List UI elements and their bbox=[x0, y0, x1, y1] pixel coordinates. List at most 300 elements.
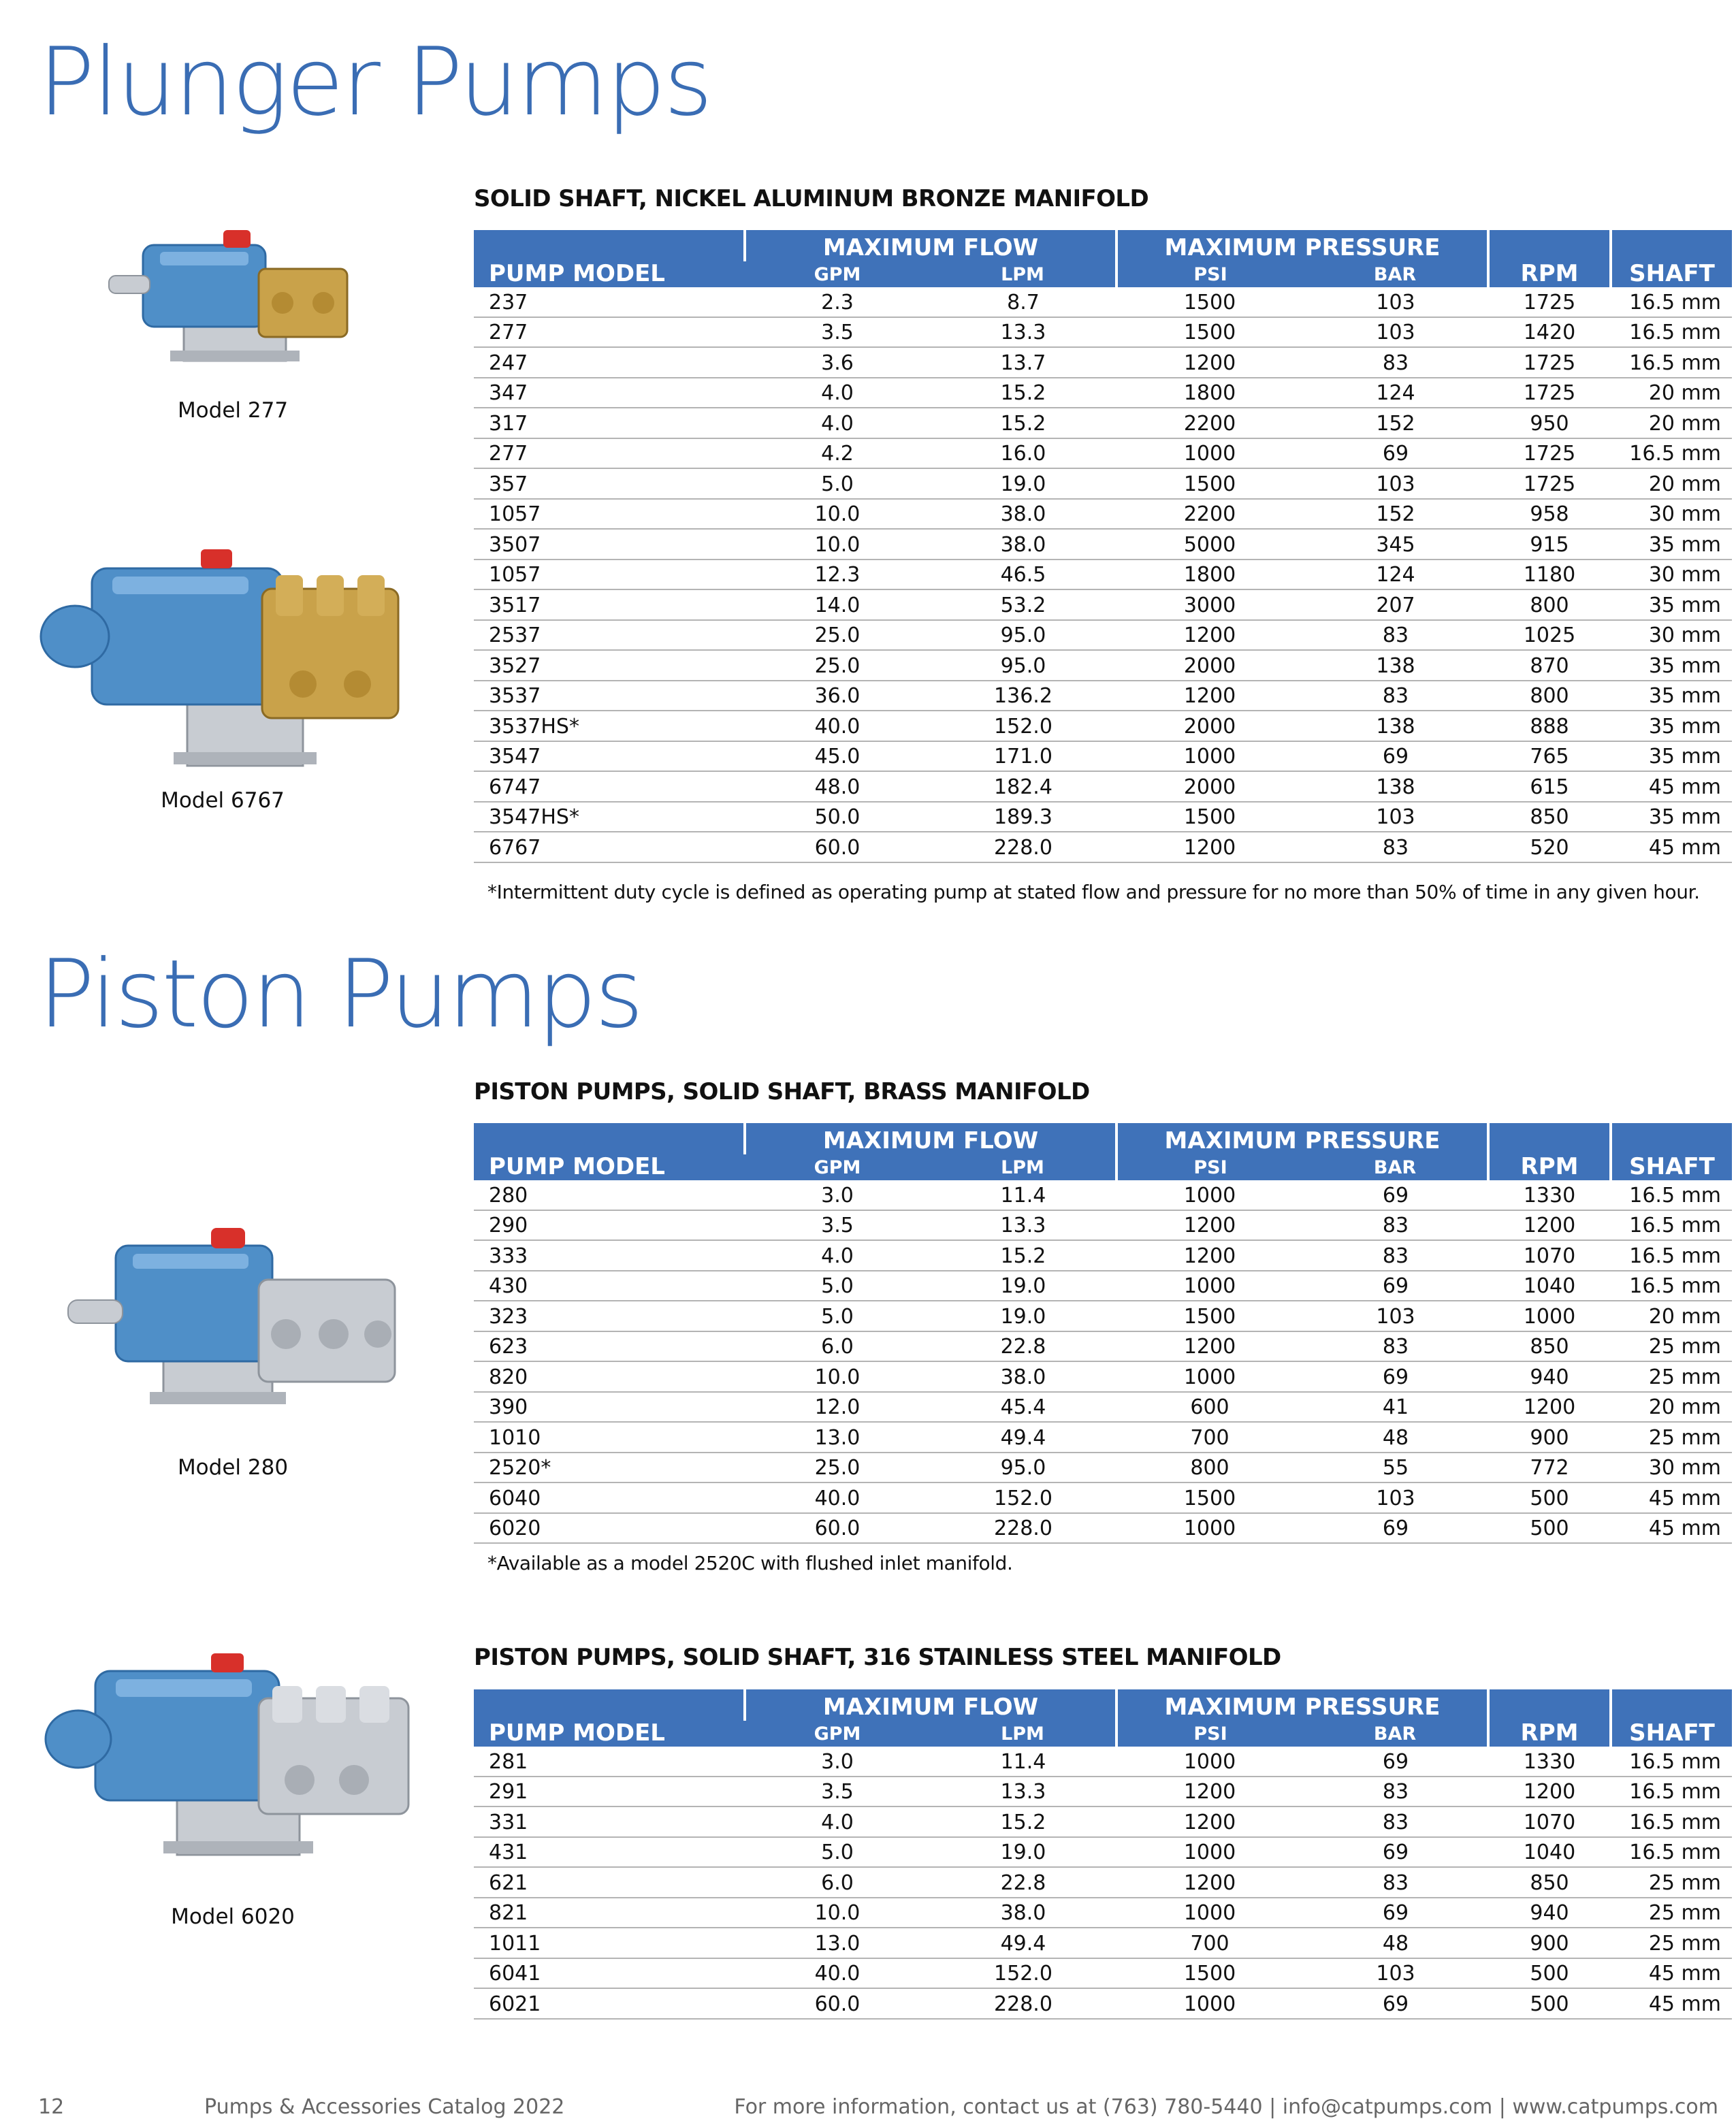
cell-rpm: 1200 bbox=[1488, 1392, 1611, 1423]
cell-gpm: 40.0 bbox=[745, 711, 930, 741]
cell-bar: 83 bbox=[1303, 620, 1488, 651]
cell-bar: 138 bbox=[1303, 650, 1488, 681]
cell-pump-model: 3527 bbox=[474, 650, 745, 681]
cell-bar: 55 bbox=[1303, 1453, 1488, 1483]
pump-image-model-280 bbox=[61, 1218, 402, 1423]
page-heading-plunger: Plunger Pumps bbox=[38, 27, 711, 137]
cell-psi: 1500 bbox=[1116, 468, 1303, 499]
cell-psi: 2000 bbox=[1116, 650, 1303, 681]
cell-pump-model: 317 bbox=[474, 408, 745, 438]
cell-pump-model: 3507 bbox=[474, 529, 745, 560]
table-row bbox=[474, 1806, 1732, 1837]
cell-pump-model: 6767 bbox=[474, 832, 745, 862]
cell-gpm: 60.0 bbox=[745, 832, 930, 862]
cell-pump-model: 277 bbox=[474, 438, 745, 469]
cell-lpm: 38.0 bbox=[930, 499, 1116, 530]
col-subheader-gpm: GPM bbox=[745, 1154, 930, 1180]
cell-bar: 207 bbox=[1303, 589, 1488, 620]
table-row bbox=[474, 620, 1732, 651]
cell-rpm: 1725 bbox=[1488, 347, 1611, 378]
cell-bar: 103 bbox=[1303, 468, 1488, 499]
cell-psi: 700 bbox=[1116, 1422, 1303, 1453]
cell-psi: 2000 bbox=[1116, 771, 1303, 802]
cell-psi: 1800 bbox=[1116, 378, 1303, 408]
cell-rpm: 915 bbox=[1488, 529, 1611, 560]
spec-table-plunger bbox=[474, 230, 1732, 863]
cell-rpm: 1420 bbox=[1488, 317, 1611, 348]
cell-bar: 69 bbox=[1303, 1180, 1488, 1210]
cell-rpm: 900 bbox=[1488, 1928, 1611, 1958]
cell-pump-model: 357 bbox=[474, 468, 745, 499]
table-body bbox=[474, 1747, 1732, 2019]
cell-bar: 152 bbox=[1303, 499, 1488, 530]
cell-bar: 103 bbox=[1303, 1301, 1488, 1331]
cell-lpm: 38.0 bbox=[930, 1898, 1116, 1928]
cell-lpm: 19.0 bbox=[930, 468, 1116, 499]
pump-image-model-277 bbox=[102, 204, 368, 381]
cell-rpm: 500 bbox=[1488, 1988, 1611, 2019]
cell-psi: 1500 bbox=[1116, 1482, 1303, 1513]
table-body bbox=[474, 287, 1732, 862]
cell-bar: 103 bbox=[1303, 1482, 1488, 1513]
cell-bar: 345 bbox=[1303, 529, 1488, 560]
cell-pump-model: 280 bbox=[474, 1180, 745, 1210]
cell-psi: 2200 bbox=[1116, 408, 1303, 438]
cell-rpm: 1025 bbox=[1488, 620, 1611, 651]
cell-rpm: 500 bbox=[1488, 1958, 1611, 1989]
cell-rpm: 615 bbox=[1488, 771, 1611, 802]
table-row bbox=[474, 347, 1732, 378]
cell-rpm: 1725 bbox=[1488, 468, 1611, 499]
cell-lpm: 15.2 bbox=[930, 1240, 1116, 1271]
cell-rpm: 958 bbox=[1488, 499, 1611, 530]
cell-gpm: 13.0 bbox=[745, 1928, 930, 1958]
cell-shaft: 30 mm bbox=[1611, 1453, 1732, 1483]
cell-gpm: 10.0 bbox=[745, 499, 930, 530]
cell-shaft: 25 mm bbox=[1611, 1422, 1732, 1453]
table-row bbox=[474, 1988, 1732, 2019]
cell-psi: 1200 bbox=[1116, 1806, 1303, 1837]
cell-shaft: 35 mm bbox=[1611, 589, 1732, 620]
cell-shaft: 25 mm bbox=[1611, 1928, 1732, 1958]
cell-gpm: 5.0 bbox=[745, 1271, 930, 1301]
cell-lpm: 13.7 bbox=[930, 347, 1116, 378]
cell-shaft: 16.5 mm bbox=[1611, 438, 1732, 469]
cell-psi: 2000 bbox=[1116, 711, 1303, 741]
cell-lpm: 45.4 bbox=[930, 1392, 1116, 1423]
table-row bbox=[474, 1747, 1732, 1777]
table-row bbox=[474, 589, 1732, 620]
cell-psi: 1000 bbox=[1116, 1180, 1303, 1210]
table-row bbox=[474, 1301, 1732, 1331]
col-header-rpm: RPM bbox=[1488, 1123, 1611, 1180]
cell-psi: 1500 bbox=[1116, 1301, 1303, 1331]
table-row bbox=[474, 650, 1732, 681]
col-header-maximum-flow: MAXIMUM FLOW bbox=[745, 1123, 1116, 1154]
cell-psi: 1500 bbox=[1116, 1958, 1303, 1989]
cell-psi: 1000 bbox=[1116, 1988, 1303, 2019]
cell-rpm: 1040 bbox=[1488, 1837, 1611, 1868]
cell-psi: 1000 bbox=[1116, 1747, 1303, 1777]
image-caption-model-280: Model 280 bbox=[177, 1455, 289, 1480]
spec-table-piston-brass bbox=[474, 1123, 1732, 1544]
cell-lpm: 13.3 bbox=[930, 1210, 1116, 1241]
cell-gpm: 6.0 bbox=[745, 1867, 930, 1898]
cell-gpm: 2.3 bbox=[745, 287, 930, 317]
cell-gpm: 4.2 bbox=[745, 438, 930, 469]
cell-shaft: 35 mm bbox=[1611, 681, 1732, 711]
table-row bbox=[474, 1331, 1732, 1362]
cell-rpm: 1200 bbox=[1488, 1777, 1611, 1807]
table-row bbox=[474, 1958, 1732, 1989]
cell-psi: 1200 bbox=[1116, 832, 1303, 862]
cell-rpm: 1725 bbox=[1488, 378, 1611, 408]
image-caption-model-6767: Model 6767 bbox=[161, 788, 285, 813]
col-header-shaft: SHAFT bbox=[1611, 230, 1732, 287]
cell-psi: 1200 bbox=[1116, 1240, 1303, 1271]
cell-bar: 83 bbox=[1303, 1867, 1488, 1898]
cell-gpm: 4.0 bbox=[745, 378, 930, 408]
cell-rpm: 1725 bbox=[1488, 438, 1611, 469]
cell-bar: 103 bbox=[1303, 287, 1488, 317]
cell-lpm: 22.8 bbox=[930, 1867, 1116, 1898]
cell-lpm: 49.4 bbox=[930, 1422, 1116, 1453]
cell-bar: 83 bbox=[1303, 681, 1488, 711]
cell-lpm: 15.2 bbox=[930, 408, 1116, 438]
section-title-piston-ss: PISTON PUMPS, SOLID SHAFT, 316 STAINLESS STEEL MANIFOLD bbox=[474, 1644, 1281, 1671]
footnote-piston-brass: *Available as a model 2520C with flushed inlet manifold. bbox=[487, 1552, 1013, 1574]
cell-bar: 69 bbox=[1303, 1898, 1488, 1928]
cell-gpm: 4.0 bbox=[745, 408, 930, 438]
cell-gpm: 10.0 bbox=[745, 1361, 930, 1392]
cell-pump-model: 281 bbox=[474, 1747, 745, 1777]
col-subheader-bar: BAR bbox=[1303, 1154, 1488, 1180]
col-header-rpm: RPM bbox=[1488, 230, 1611, 287]
cell-lpm: 152.0 bbox=[930, 1482, 1116, 1513]
cell-rpm: 940 bbox=[1488, 1898, 1611, 1928]
cell-shaft: 25 mm bbox=[1611, 1331, 1732, 1362]
cell-shaft: 35 mm bbox=[1611, 650, 1732, 681]
cell-gpm: 12.0 bbox=[745, 1392, 930, 1423]
cell-lpm: 49.4 bbox=[930, 1928, 1116, 1958]
table-row bbox=[474, 1898, 1732, 1928]
cell-psi: 1200 bbox=[1116, 347, 1303, 378]
cell-shaft: 20 mm bbox=[1611, 408, 1732, 438]
cell-bar: 69 bbox=[1303, 1747, 1488, 1777]
cell-pump-model: 2537 bbox=[474, 620, 745, 651]
table-row bbox=[474, 1837, 1732, 1868]
cell-bar: 69 bbox=[1303, 1988, 1488, 2019]
cell-lpm: 228.0 bbox=[930, 1988, 1116, 2019]
cell-gpm: 50.0 bbox=[745, 802, 930, 832]
cell-rpm: 850 bbox=[1488, 1867, 1611, 1898]
cell-psi: 1000 bbox=[1116, 1837, 1303, 1868]
cell-shaft: 25 mm bbox=[1611, 1898, 1732, 1928]
cell-psi: 1500 bbox=[1116, 287, 1303, 317]
cell-shaft: 45 mm bbox=[1611, 1482, 1732, 1513]
cell-rpm: 500 bbox=[1488, 1513, 1611, 1544]
cell-psi: 1200 bbox=[1116, 1331, 1303, 1362]
cell-psi: 1000 bbox=[1116, 1898, 1303, 1928]
cell-rpm: 1200 bbox=[1488, 1210, 1611, 1241]
table-row bbox=[474, 408, 1732, 438]
cell-psi: 1500 bbox=[1116, 317, 1303, 348]
cell-psi: 800 bbox=[1116, 1453, 1303, 1483]
cell-lpm: 11.4 bbox=[930, 1180, 1116, 1210]
table-row bbox=[474, 741, 1732, 772]
cell-pump-model: 333 bbox=[474, 1240, 745, 1271]
cell-shaft: 35 mm bbox=[1611, 711, 1732, 741]
cell-rpm: 1725 bbox=[1488, 287, 1611, 317]
table-row bbox=[474, 681, 1732, 711]
cell-lpm: 8.7 bbox=[930, 287, 1116, 317]
section-title-plunger: SOLID SHAFT, NICKEL ALUMINUM BRONZE MANIFOLD bbox=[474, 185, 1149, 212]
cell-pump-model: 1057 bbox=[474, 560, 745, 590]
cell-gpm: 4.0 bbox=[745, 1240, 930, 1271]
table-row bbox=[474, 1422, 1732, 1453]
cell-rpm: 870 bbox=[1488, 650, 1611, 681]
table-row bbox=[474, 1928, 1732, 1958]
cell-psi: 2200 bbox=[1116, 499, 1303, 530]
cell-pump-model: 237 bbox=[474, 287, 745, 317]
cell-lpm: 182.4 bbox=[930, 771, 1116, 802]
cell-gpm: 6.0 bbox=[745, 1331, 930, 1362]
cell-lpm: 19.0 bbox=[930, 1301, 1116, 1331]
cell-shaft: 45 mm bbox=[1611, 1513, 1732, 1544]
col-subheader-gpm: GPM bbox=[745, 261, 930, 287]
pump-image-model-6767 bbox=[37, 534, 405, 786]
table-row bbox=[474, 832, 1732, 862]
cell-psi: 1000 bbox=[1116, 741, 1303, 772]
col-subheader-lpm: LPM bbox=[930, 261, 1116, 287]
col-header-maximum-pressure: MAXIMUM PRESSURE bbox=[1116, 1689, 1488, 1721]
col-header-maximum-pressure: MAXIMUM PRESSURE bbox=[1116, 230, 1488, 261]
cell-psi: 1200 bbox=[1116, 1777, 1303, 1807]
cell-bar: 138 bbox=[1303, 711, 1488, 741]
cell-psi: 1000 bbox=[1116, 1361, 1303, 1392]
table-row bbox=[474, 771, 1732, 802]
col-subheader-bar: BAR bbox=[1303, 261, 1488, 287]
cell-pump-model: 1011 bbox=[474, 1928, 745, 1958]
cell-pump-model: 2520* bbox=[474, 1453, 745, 1483]
cell-bar: 69 bbox=[1303, 1513, 1488, 1544]
cell-gpm: 45.0 bbox=[745, 741, 930, 772]
cell-rpm: 1180 bbox=[1488, 560, 1611, 590]
cell-shaft: 20 mm bbox=[1611, 1392, 1732, 1423]
cell-shaft: 20 mm bbox=[1611, 468, 1732, 499]
cell-rpm: 900 bbox=[1488, 1422, 1611, 1453]
pump-image-model-6020 bbox=[41, 1644, 422, 1868]
cell-pump-model: 430 bbox=[474, 1271, 745, 1301]
cell-rpm: 520 bbox=[1488, 832, 1611, 862]
cell-shaft: 16.5 mm bbox=[1611, 317, 1732, 348]
col-header-rpm: RPM bbox=[1488, 1689, 1611, 1747]
cell-rpm: 850 bbox=[1488, 802, 1611, 832]
cell-pump-model: 290 bbox=[474, 1210, 745, 1241]
cell-gpm: 10.0 bbox=[745, 1898, 930, 1928]
cell-bar: 83 bbox=[1303, 1806, 1488, 1837]
cell-lpm: 189.3 bbox=[930, 802, 1116, 832]
col-header-pump-model: PUMP MODEL bbox=[474, 230, 745, 287]
cell-rpm: 1070 bbox=[1488, 1806, 1611, 1837]
table-row bbox=[474, 1513, 1732, 1544]
cell-pump-model: 277 bbox=[474, 317, 745, 348]
table-row bbox=[474, 1210, 1732, 1241]
cell-rpm: 940 bbox=[1488, 1361, 1611, 1392]
cell-shaft: 35 mm bbox=[1611, 802, 1732, 832]
cell-pump-model: 347 bbox=[474, 378, 745, 408]
cell-rpm: 500 bbox=[1488, 1482, 1611, 1513]
col-subheader-lpm: LPM bbox=[930, 1721, 1116, 1747]
cell-bar: 124 bbox=[1303, 378, 1488, 408]
cell-pump-model: 623 bbox=[474, 1331, 745, 1362]
cell-gpm: 13.0 bbox=[745, 1422, 930, 1453]
cell-psi: 700 bbox=[1116, 1928, 1303, 1958]
table-row bbox=[474, 1361, 1732, 1392]
cell-gpm: 3.5 bbox=[745, 317, 930, 348]
cell-shaft: 45 mm bbox=[1611, 1988, 1732, 2019]
footer-page-number: 12 bbox=[38, 2095, 65, 2119]
cell-pump-model: 390 bbox=[474, 1392, 745, 1423]
cell-gpm: 3.5 bbox=[745, 1210, 930, 1241]
table-row bbox=[474, 1453, 1732, 1483]
col-header-pump-model: PUMP MODEL bbox=[474, 1123, 745, 1180]
cell-gpm: 60.0 bbox=[745, 1988, 930, 2019]
cell-rpm: 1330 bbox=[1488, 1747, 1611, 1777]
cell-pump-model: 323 bbox=[474, 1301, 745, 1331]
cell-lpm: 152.0 bbox=[930, 1958, 1116, 1989]
cell-bar: 138 bbox=[1303, 771, 1488, 802]
cell-psi: 5000 bbox=[1116, 529, 1303, 560]
cell-rpm: 765 bbox=[1488, 741, 1611, 772]
cell-gpm: 40.0 bbox=[745, 1958, 930, 1989]
cell-pump-model: 6040 bbox=[474, 1482, 745, 1513]
footer-contact-info: For more information, contact us at (763) 780-5440 | info@catpumps.com | www.catpumps.com bbox=[734, 2095, 1718, 2119]
cell-shaft: 16.5 mm bbox=[1611, 347, 1732, 378]
cell-psi: 600 bbox=[1116, 1392, 1303, 1423]
page-heading-piston: Piston Pumps bbox=[38, 939, 642, 1049]
table-row bbox=[474, 711, 1732, 741]
col-subheader-gpm: GPM bbox=[745, 1721, 930, 1747]
cell-gpm: 36.0 bbox=[745, 681, 930, 711]
cell-pump-model: 820 bbox=[474, 1361, 745, 1392]
table-row bbox=[474, 499, 1732, 530]
cell-shaft: 16.5 mm bbox=[1611, 1777, 1732, 1807]
col-subheader-psi: PSI bbox=[1116, 261, 1303, 287]
cell-pump-model: 331 bbox=[474, 1806, 745, 1837]
cell-shaft: 16.5 mm bbox=[1611, 1271, 1732, 1301]
cell-lpm: 13.3 bbox=[930, 317, 1116, 348]
table-row bbox=[474, 529, 1732, 560]
cell-rpm: 888 bbox=[1488, 711, 1611, 741]
cell-shaft: 45 mm bbox=[1611, 832, 1732, 862]
cell-lpm: 19.0 bbox=[930, 1837, 1116, 1868]
cell-gpm: 5.0 bbox=[745, 1837, 930, 1868]
cell-gpm: 10.0 bbox=[745, 529, 930, 560]
table-row bbox=[474, 1180, 1732, 1210]
cell-psi: 1500 bbox=[1116, 802, 1303, 832]
cell-bar: 83 bbox=[1303, 832, 1488, 862]
cell-lpm: 15.2 bbox=[930, 378, 1116, 408]
cell-pump-model: 247 bbox=[474, 347, 745, 378]
cell-lpm: 15.2 bbox=[930, 1806, 1116, 1837]
cell-bar: 48 bbox=[1303, 1928, 1488, 1958]
cell-psi: 1200 bbox=[1116, 681, 1303, 711]
cell-pump-model: 621 bbox=[474, 1867, 745, 1898]
cell-pump-model: 431 bbox=[474, 1837, 745, 1868]
cell-lpm: 38.0 bbox=[930, 529, 1116, 560]
cell-bar: 41 bbox=[1303, 1392, 1488, 1423]
cell-pump-model: 6747 bbox=[474, 771, 745, 802]
cell-gpm: 3.0 bbox=[745, 1180, 930, 1210]
table-row bbox=[474, 1777, 1732, 1807]
cell-lpm: 171.0 bbox=[930, 741, 1116, 772]
cell-gpm: 3.6 bbox=[745, 347, 930, 378]
cell-pump-model: 3517 bbox=[474, 589, 745, 620]
cell-pump-model: 3537 bbox=[474, 681, 745, 711]
col-subheader-lpm: LPM bbox=[930, 1154, 1116, 1180]
col-header-shaft: SHAFT bbox=[1611, 1689, 1732, 1747]
spec-table-piston-ss bbox=[474, 1689, 1732, 2020]
cell-gpm: 4.0 bbox=[745, 1806, 930, 1837]
cell-psi: 1000 bbox=[1116, 1513, 1303, 1544]
footnote-plunger: *Intermittent duty cycle is defined as operating pump at stated flow and pressure for no more than 50% of time in any given hour. bbox=[487, 881, 1700, 903]
cell-shaft: 30 mm bbox=[1611, 560, 1732, 590]
cell-bar: 103 bbox=[1303, 317, 1488, 348]
cell-bar: 83 bbox=[1303, 1777, 1488, 1807]
cell-psi: 1000 bbox=[1116, 438, 1303, 469]
cell-pump-model: 291 bbox=[474, 1777, 745, 1807]
cell-shaft: 16.5 mm bbox=[1611, 1837, 1732, 1868]
cell-rpm: 772 bbox=[1488, 1453, 1611, 1483]
table-row bbox=[474, 560, 1732, 590]
cell-gpm: 25.0 bbox=[745, 1453, 930, 1483]
cell-shaft: 25 mm bbox=[1611, 1867, 1732, 1898]
table-row bbox=[474, 1482, 1732, 1513]
col-header-pump-model: PUMP MODEL bbox=[474, 1689, 745, 1747]
cell-lpm: 38.0 bbox=[930, 1361, 1116, 1392]
cell-shaft: 45 mm bbox=[1611, 1958, 1732, 1989]
image-caption-model-277: Model 277 bbox=[177, 398, 289, 423]
table-row bbox=[474, 1392, 1732, 1423]
cell-gpm: 40.0 bbox=[745, 1482, 930, 1513]
table-row bbox=[474, 287, 1732, 317]
cell-rpm: 950 bbox=[1488, 408, 1611, 438]
cell-gpm: 5.0 bbox=[745, 468, 930, 499]
col-subheader-psi: PSI bbox=[1116, 1721, 1303, 1747]
cell-bar: 48 bbox=[1303, 1422, 1488, 1453]
table-row bbox=[474, 1867, 1732, 1898]
cell-pump-model: 821 bbox=[474, 1898, 745, 1928]
cell-bar: 69 bbox=[1303, 438, 1488, 469]
cell-bar: 152 bbox=[1303, 408, 1488, 438]
cell-pump-model: 3547HS* bbox=[474, 802, 745, 832]
cell-lpm: 22.8 bbox=[930, 1331, 1116, 1362]
cell-shaft: 20 mm bbox=[1611, 378, 1732, 408]
cell-gpm: 14.0 bbox=[745, 589, 930, 620]
col-subheader-bar: BAR bbox=[1303, 1721, 1488, 1747]
cell-psi: 1000 bbox=[1116, 1271, 1303, 1301]
cell-rpm: 800 bbox=[1488, 681, 1611, 711]
cell-gpm: 12.3 bbox=[745, 560, 930, 590]
cell-bar: 124 bbox=[1303, 560, 1488, 590]
cell-pump-model: 6021 bbox=[474, 1988, 745, 2019]
cell-shaft: 16.5 mm bbox=[1611, 287, 1732, 317]
cell-gpm: 60.0 bbox=[745, 1513, 930, 1544]
cell-rpm: 1000 bbox=[1488, 1301, 1611, 1331]
cell-bar: 69 bbox=[1303, 1361, 1488, 1392]
cell-rpm: 1070 bbox=[1488, 1240, 1611, 1271]
